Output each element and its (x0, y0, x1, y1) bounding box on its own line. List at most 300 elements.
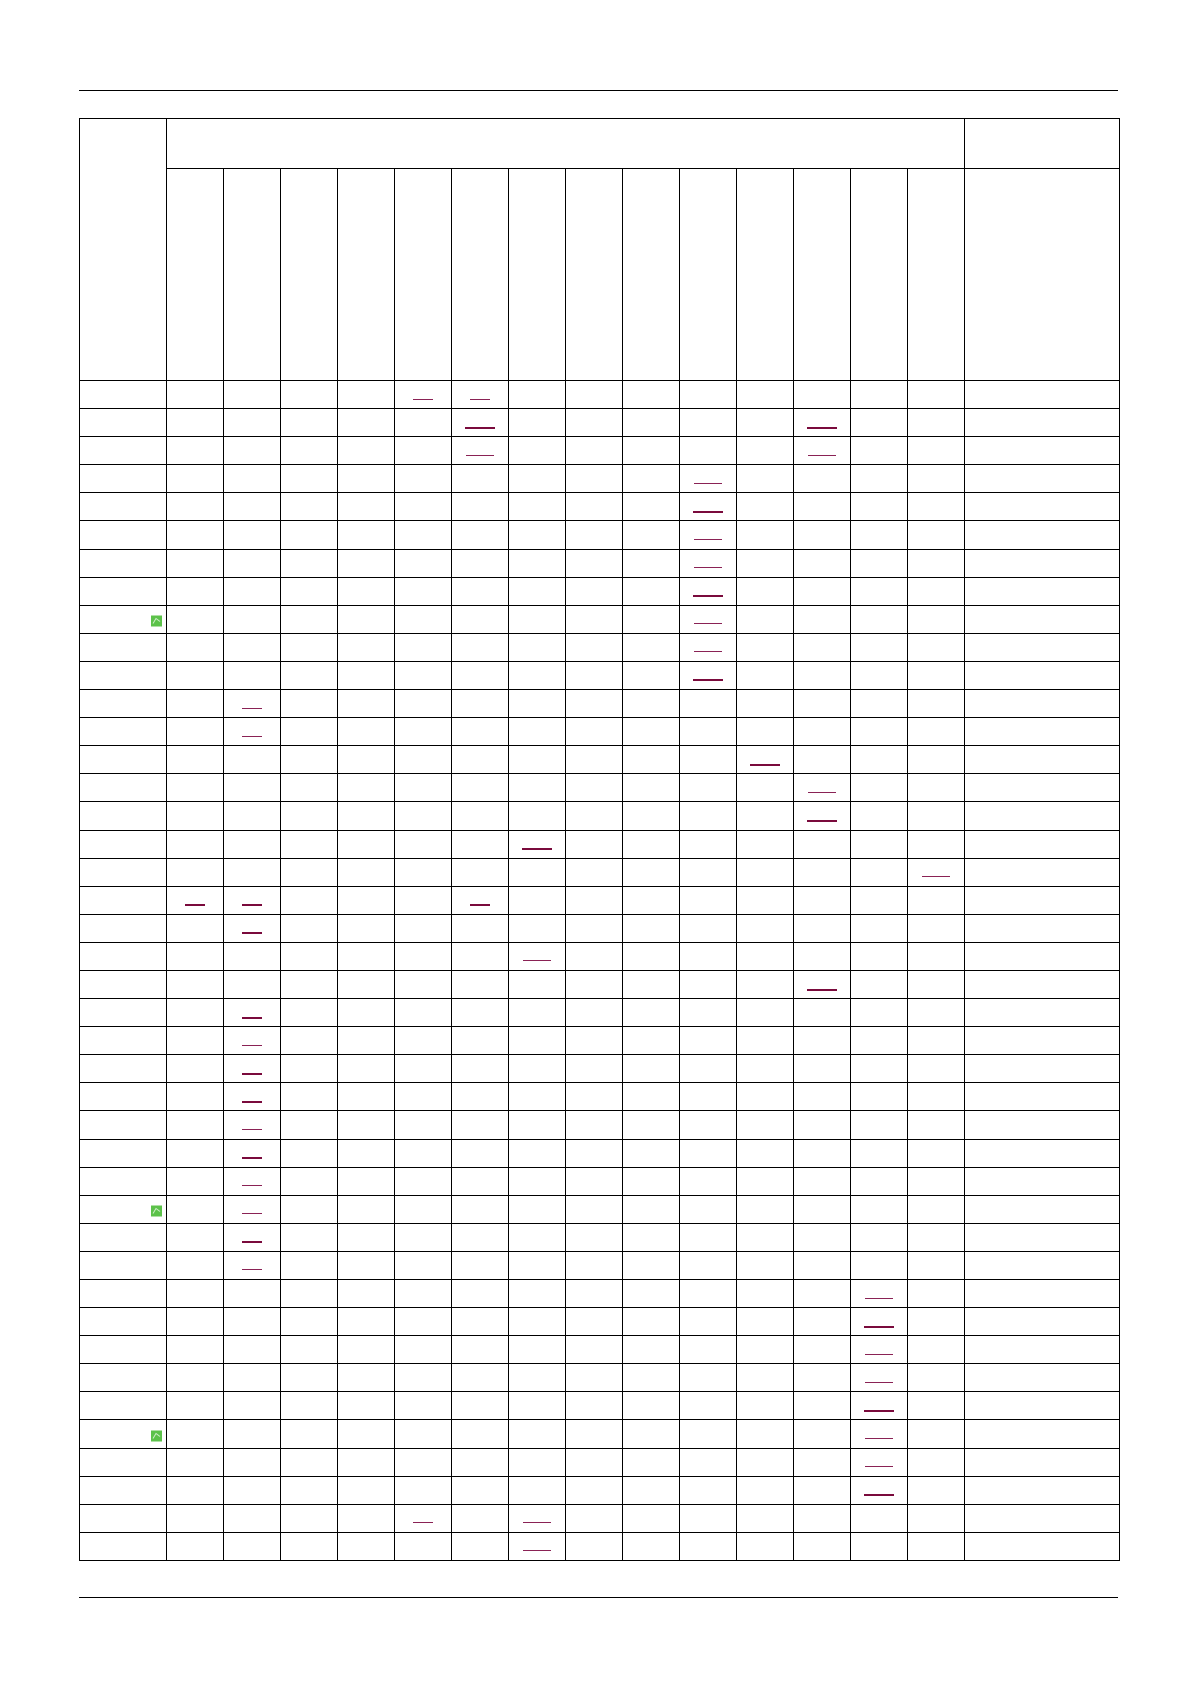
matrix-cell (794, 605, 851, 633)
matrix-cell (224, 970, 281, 998)
cell-link-mark[interactable] (865, 1438, 893, 1439)
matrix-cell (794, 1476, 851, 1504)
matrix-cell (167, 1308, 224, 1336)
column-header-cell (281, 169, 338, 381)
remarks-cell (965, 1083, 1120, 1111)
matrix-cell (794, 1251, 851, 1279)
matrix-cell (680, 1111, 737, 1139)
row-label-cell (80, 661, 167, 689)
cell-link-mark[interactable] (242, 1129, 262, 1130)
matrix-cell (395, 746, 452, 774)
matrix-cell (908, 1251, 965, 1279)
matrix-cell (680, 999, 737, 1027)
matrix-cell (281, 409, 338, 437)
matrix-cell (908, 1392, 965, 1420)
matrix-cell (623, 577, 680, 605)
matrix-cell (566, 1280, 623, 1308)
matrix-cell (680, 661, 737, 689)
matrix-cell (395, 465, 452, 493)
matrix-cell (623, 1280, 680, 1308)
matrix-cell (167, 1336, 224, 1364)
matrix-cell (908, 577, 965, 605)
cell-link-mark[interactable] (523, 960, 551, 961)
table-row (80, 661, 1120, 689)
matrix-cell (737, 661, 794, 689)
table-row (80, 1027, 1120, 1055)
matrix-cell (224, 577, 281, 605)
matrix-cell (908, 1055, 965, 1083)
table-row (80, 1336, 1120, 1364)
matrix-cell (851, 830, 908, 858)
matrix-cell (680, 690, 737, 718)
matrix-cell (794, 437, 851, 465)
matrix-cell (851, 774, 908, 802)
cell-link-mark[interactable] (242, 1101, 262, 1103)
matrix-cell (566, 1027, 623, 1055)
row-label-cell (80, 1476, 167, 1504)
matrix-cell (623, 521, 680, 549)
matrix-cell (509, 633, 566, 661)
matrix-cell (338, 1223, 395, 1251)
cell-link-mark[interactable] (694, 651, 722, 652)
cell-link-mark[interactable] (808, 792, 836, 793)
matrix-cell (908, 1448, 965, 1476)
cell-link-mark[interactable] (693, 679, 723, 681)
matrix-cell (338, 521, 395, 549)
cell-link-mark[interactable] (466, 455, 494, 456)
matrix-cell (623, 1111, 680, 1139)
matrix-cell (737, 942, 794, 970)
matrix-cell (623, 746, 680, 774)
remarks-cell (965, 858, 1120, 886)
matrix-cell (737, 1420, 794, 1448)
matrix-cell (851, 549, 908, 577)
column-header-cell (623, 169, 680, 381)
matrix-cell (680, 1055, 737, 1083)
column-header-cell (224, 169, 281, 381)
matrix-cell (680, 549, 737, 577)
matrix-cell (680, 633, 737, 661)
matrix-cell (509, 1251, 566, 1279)
cell-link-mark[interactable] (807, 989, 837, 991)
matrix-cell (623, 942, 680, 970)
matrix-cell (566, 1167, 623, 1195)
matrix-cell (737, 1139, 794, 1167)
column-header-cell (908, 169, 965, 381)
matrix-cell (338, 1336, 395, 1364)
matrix-cell (680, 381, 737, 409)
matrix-cell (395, 1448, 452, 1476)
matrix-cell (281, 1027, 338, 1055)
cell-link-mark[interactable] (865, 1354, 893, 1355)
matrix-cell (338, 1308, 395, 1336)
note-flag-icon[interactable] (151, 1204, 162, 1215)
matrix-cell (908, 409, 965, 437)
row-label-cell (80, 633, 167, 661)
note-flag-icon[interactable] (151, 614, 162, 625)
cell-link-mark[interactable] (694, 567, 722, 568)
matrix-cell (623, 1504, 680, 1532)
matrix-cell (452, 718, 509, 746)
matrix-cell (395, 549, 452, 577)
matrix-cell (794, 914, 851, 942)
row-label-cell (80, 746, 167, 774)
matrix-cell (794, 661, 851, 689)
cell-link-mark[interactable] (470, 904, 490, 906)
matrix-cell (395, 493, 452, 521)
matrix-cell (509, 1280, 566, 1308)
row-label-cell (80, 1336, 167, 1364)
note-flag-icon[interactable] (151, 1429, 162, 1440)
cell-link-mark[interactable] (694, 539, 722, 540)
matrix-cell (395, 942, 452, 970)
matrix-cell (566, 1448, 623, 1476)
matrix-cell (338, 605, 395, 633)
matrix-cell (680, 1420, 737, 1448)
matrix-cell (281, 1336, 338, 1364)
cell-link-mark[interactable] (413, 399, 433, 400)
cell-link-mark[interactable] (693, 595, 723, 597)
matrix-cell (623, 1027, 680, 1055)
matrix-cell (794, 802, 851, 830)
cell-link-mark[interactable] (242, 932, 262, 934)
matrix-cell (794, 718, 851, 746)
matrix-cell (509, 493, 566, 521)
matrix-cell (680, 1448, 737, 1476)
matrix-cell (224, 605, 281, 633)
cell-link-mark[interactable] (864, 1326, 894, 1328)
row-label-cell (80, 465, 167, 493)
matrix-cell (452, 886, 509, 914)
matrix-cell (908, 970, 965, 998)
matrix-cell (395, 690, 452, 718)
cell-link-mark[interactable] (242, 1017, 262, 1019)
matrix-cell (167, 1476, 224, 1504)
matrix-cell (452, 914, 509, 942)
matrix-cell (281, 718, 338, 746)
matrix-cell (908, 858, 965, 886)
row-label-cell (80, 437, 167, 465)
matrix-cell (167, 437, 224, 465)
matrix-cell (851, 1195, 908, 1223)
matrix-cell (452, 661, 509, 689)
matrix-cell (395, 1392, 452, 1420)
row-label-cell (80, 409, 167, 437)
matrix-cell (452, 409, 509, 437)
matrix-cell (167, 858, 224, 886)
matrix-cell (851, 1083, 908, 1111)
matrix-cell (908, 1027, 965, 1055)
matrix-cell (452, 1280, 509, 1308)
matrix-cell (338, 1111, 395, 1139)
matrix-cell (167, 942, 224, 970)
matrix-cell (509, 465, 566, 493)
table-row (80, 1280, 1120, 1308)
matrix-cell (281, 1308, 338, 1336)
cell-link-mark[interactable] (242, 736, 262, 737)
row-label-cell (80, 999, 167, 1027)
matrix-cell (509, 437, 566, 465)
matrix-cell (167, 577, 224, 605)
matrix-cell (452, 1532, 509, 1560)
matrix-cell (509, 1364, 566, 1392)
matrix-cell (794, 1308, 851, 1336)
matrix-cell (281, 605, 338, 633)
cell-link-mark[interactable] (922, 876, 950, 877)
matrix-cell (167, 521, 224, 549)
cell-link-mark[interactable] (242, 1185, 262, 1186)
matrix-cell (338, 1027, 395, 1055)
matrix-cell (851, 1392, 908, 1420)
matrix-cell (623, 1476, 680, 1504)
matrix-cell (737, 858, 794, 886)
remarks-cell (965, 1532, 1120, 1560)
matrix-cell (509, 1167, 566, 1195)
matrix-cell (509, 1448, 566, 1476)
matrix-cell (908, 942, 965, 970)
remarks-cell (965, 746, 1120, 774)
matrix-cell (167, 1195, 224, 1223)
remarks-cell (965, 999, 1120, 1027)
matrix-cell (851, 521, 908, 549)
matrix-cell (851, 1280, 908, 1308)
matrix-cell (395, 1167, 452, 1195)
cell-link-mark[interactable] (413, 1522, 433, 1523)
matrix-cell (908, 1139, 965, 1167)
matrix-cell (794, 1055, 851, 1083)
cell-link-mark[interactable] (523, 1522, 551, 1523)
matrix-cell (452, 1111, 509, 1139)
matrix-cell (851, 661, 908, 689)
matrix-cell (224, 409, 281, 437)
matrix-cell (851, 1448, 908, 1476)
row-label-cell (80, 521, 167, 549)
matrix-cell (737, 633, 794, 661)
matrix-cell (851, 493, 908, 521)
remarks-cell (965, 409, 1120, 437)
header-rule (79, 90, 1118, 91)
matrix-cell (452, 942, 509, 970)
matrix-cell (908, 999, 965, 1027)
matrix-cell (908, 914, 965, 942)
matrix-cell (224, 1139, 281, 1167)
table-row (80, 830, 1120, 858)
cell-link-mark[interactable] (694, 483, 722, 484)
matrix-cell (794, 1195, 851, 1223)
matrix-cell (737, 1392, 794, 1420)
table-row (80, 774, 1120, 802)
matrix-cell (566, 1504, 623, 1532)
matrix-cell (395, 914, 452, 942)
matrix-cell (509, 718, 566, 746)
matrix-cell (281, 465, 338, 493)
matrix-cell (452, 381, 509, 409)
row-label-cell (80, 1420, 167, 1448)
matrix-cell (851, 1055, 908, 1083)
matrix-cell (623, 830, 680, 858)
matrix-cell (794, 1280, 851, 1308)
matrix-cell (452, 970, 509, 998)
matrix-cell (680, 1336, 737, 1364)
matrix-cell (737, 1476, 794, 1504)
table-row (80, 381, 1120, 409)
matrix-cell (680, 970, 737, 998)
matrix-cell (509, 1420, 566, 1448)
matrix-cell (623, 1336, 680, 1364)
table-row (80, 1111, 1120, 1139)
matrix-cell (680, 1167, 737, 1195)
cell-link-mark[interactable] (864, 1410, 894, 1412)
matrix-cell (224, 1251, 281, 1279)
cell-link-mark[interactable] (808, 455, 836, 456)
cell-link-mark[interactable] (807, 820, 837, 822)
matrix-cell (794, 1223, 851, 1251)
matrix-cell (281, 437, 338, 465)
matrix-cell (623, 1223, 680, 1251)
cell-link-mark[interactable] (242, 1073, 262, 1075)
matrix-cell (281, 1167, 338, 1195)
cell-link-mark[interactable] (865, 1382, 893, 1383)
matrix-cell (395, 661, 452, 689)
matrix-cell (908, 1111, 965, 1139)
matrix-cell (737, 409, 794, 437)
matrix-cell (224, 999, 281, 1027)
matrix-cell (338, 1504, 395, 1532)
table-row (80, 970, 1120, 998)
matrix-cell (167, 1392, 224, 1420)
matrix-cell (452, 633, 509, 661)
cell-link-mark[interactable] (523, 1550, 551, 1551)
matrix-cell (851, 1504, 908, 1532)
footer-rule (79, 1597, 1118, 1598)
matrix-cell (224, 886, 281, 914)
matrix-cell (737, 970, 794, 998)
matrix-cell (623, 465, 680, 493)
matrix-cell (566, 746, 623, 774)
matrix-cell (338, 409, 395, 437)
row-label-cell (80, 1251, 167, 1279)
matrix-cell (167, 1251, 224, 1279)
matrix-cell (224, 633, 281, 661)
matrix-cell (281, 1111, 338, 1139)
cell-link-mark[interactable] (242, 1213, 262, 1214)
matrix-cell (794, 886, 851, 914)
matrix-cell (281, 1476, 338, 1504)
matrix-cell (452, 437, 509, 465)
remarks-cell (965, 914, 1120, 942)
matrix-cell (509, 886, 566, 914)
matrix-cell (224, 1111, 281, 1139)
cell-link-mark[interactable] (242, 708, 262, 709)
cell-link-mark[interactable] (465, 427, 495, 429)
matrix-cell (623, 381, 680, 409)
matrix-cell (623, 1532, 680, 1560)
cell-link-mark[interactable] (807, 427, 837, 429)
matrix-cell (167, 1364, 224, 1392)
matrix-cell (566, 1223, 623, 1251)
right-subheader-cell (965, 169, 1120, 381)
cell-link-mark[interactable] (242, 1269, 262, 1270)
cell-link-mark[interactable] (242, 1157, 262, 1159)
cell-link-mark[interactable] (242, 1045, 262, 1046)
matrix-cell (908, 633, 965, 661)
matrix-cell (167, 1055, 224, 1083)
matrix-cell (623, 886, 680, 914)
matrix-cell (851, 1251, 908, 1279)
matrix-cell (908, 1336, 965, 1364)
cell-link-mark[interactable] (750, 764, 780, 766)
matrix-cell (224, 437, 281, 465)
matrix-cell (281, 942, 338, 970)
remarks-cell (965, 942, 1120, 970)
cell-link-mark[interactable] (694, 623, 722, 624)
cell-link-mark[interactable] (693, 511, 723, 513)
matrix-cell (224, 690, 281, 718)
cell-link-mark[interactable] (185, 904, 205, 906)
matrix-cell (737, 1251, 794, 1279)
remarks-cell (965, 774, 1120, 802)
cell-link-mark[interactable] (865, 1298, 893, 1299)
column-header-cell (452, 169, 509, 381)
cell-link-mark[interactable] (470, 399, 490, 400)
matrix-cell (794, 942, 851, 970)
matrix-cell (281, 1364, 338, 1392)
cell-link-mark[interactable] (242, 904, 262, 906)
matrix-cell (623, 774, 680, 802)
matrix-cell (452, 1448, 509, 1476)
matrix-cell (623, 437, 680, 465)
matrix-cell (509, 1027, 566, 1055)
matrix-cell (623, 718, 680, 746)
cell-link-mark[interactable] (242, 1241, 262, 1243)
matrix-cell (737, 577, 794, 605)
matrix-cell (680, 1195, 737, 1223)
group-header-row (80, 119, 1120, 169)
matrix-cell (737, 746, 794, 774)
matrix-cell (566, 886, 623, 914)
cell-link-mark[interactable] (865, 1466, 893, 1467)
matrix-cell (224, 942, 281, 970)
matrix-cell (395, 1083, 452, 1111)
matrix-cell (395, 1420, 452, 1448)
matrix-cell (395, 802, 452, 830)
matrix-cell (737, 914, 794, 942)
matrix-cell (452, 858, 509, 886)
cell-link-mark[interactable] (522, 848, 552, 850)
matrix-cell (452, 1139, 509, 1167)
matrix-cell (452, 1420, 509, 1448)
matrix-cell (566, 1364, 623, 1392)
matrix-cell (167, 549, 224, 577)
matrix-cell (794, 830, 851, 858)
matrix-cell (737, 886, 794, 914)
matrix-cell (623, 1308, 680, 1336)
matrix-cell (851, 914, 908, 942)
matrix-cell (167, 1111, 224, 1139)
matrix-cell (509, 1476, 566, 1504)
matrix-cell (566, 970, 623, 998)
matrix-cell (395, 1139, 452, 1167)
matrix-cell (167, 690, 224, 718)
matrix-cell (566, 774, 623, 802)
matrix-cell (680, 1308, 737, 1336)
matrix-cell (794, 465, 851, 493)
matrix-cell (338, 1420, 395, 1448)
table-row (80, 1448, 1120, 1476)
matrix-cell (680, 1476, 737, 1504)
cell-link-mark[interactable] (864, 1494, 894, 1496)
matrix-cell (395, 858, 452, 886)
